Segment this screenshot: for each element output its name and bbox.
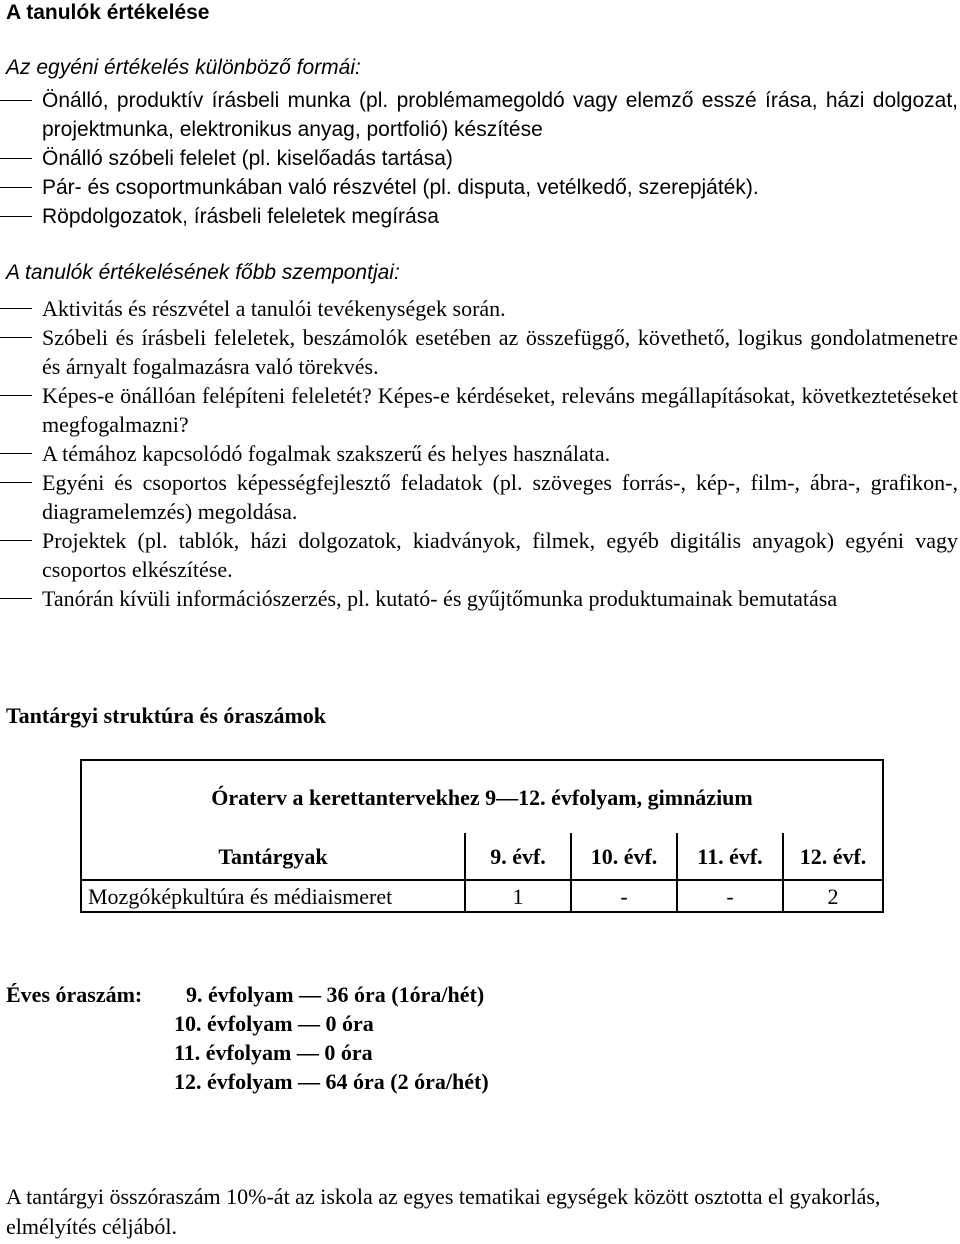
list-item: Tanórán kívüli információszerzés, pl. kutató- és gyűjtőmunka produktumainak bemutatása <box>0 584 958 613</box>
dash-bullet <box>0 337 32 338</box>
table-cell: Mozgóképkultúra és médiaismeret <box>81 880 465 912</box>
page-title: A tanulók értékelése <box>6 1 210 24</box>
list-item: Röpdolgozatok, írásbeli feleletek megírása <box>0 202 958 231</box>
table-header-cell: 11. évf. <box>677 833 783 880</box>
list-item: Projektek (pl. tablók, házi dolgozatok, kiadványok, filmek, egyéb digitális anyagok) egyéni vagy csoportos elkészítése. <box>0 526 958 584</box>
table-cell: - <box>677 880 783 912</box>
table-header-cell: Tantárgyak <box>81 833 465 880</box>
annual-hours-label: Éves óraszám: <box>6 982 143 1007</box>
dash-bullet <box>0 187 32 188</box>
list-item: Pár- és csoportmunkában való részvétel (pl. disputa, vetélkedő, szerepjáték). <box>0 173 958 202</box>
hours-table <box>80 759 884 913</box>
list-item: Szóbeli és írásbeli feleletek, beszámolók esetében az összefüggő, követhető, logikus gondolatmenetre és árnyalt fogalmazásra való törekvés. <box>0 323 958 381</box>
dash-bullet <box>0 216 32 217</box>
table-cell: 1 <box>465 880 571 912</box>
list-item: Önálló, produktív írásbeli munka (pl. problémamegoldó vagy elemző esszé írása, házi dolgozat, projektmunka, elektronikus anyag, portfolió) készítése <box>0 86 958 144</box>
table-header-cell: 12. évf. <box>783 833 883 880</box>
forms-heading: Az egyéni értékelés különböző formái: <box>6 56 361 79</box>
annual-hours-line: 10. évfolyam — 0 óra <box>174 1011 374 1036</box>
table-cell: - <box>571 880 677 912</box>
table-row <box>81 880 883 912</box>
dash-bullet <box>0 308 32 309</box>
dash-bullet <box>0 482 32 483</box>
table-caption: Óraterv a kerettantervekhez 9—12. évfolyam, gimnázium <box>81 760 883 833</box>
forms-list <box>0 86 958 231</box>
list-item: Aktivitás és részvétel a tanulói tevékenységek során. <box>0 294 958 323</box>
section-heading: Tantárgyi struktúra és óraszámok <box>6 703 327 728</box>
list-item: A témához kapcsolódó fogalmak szakszerű és helyes használata. <box>0 439 958 468</box>
list-item: Képes-e önállóan felépíteni feleletét? Képes-e kérdéseket, releváns megállapításokat, következtetéseket megfogalmazni? <box>0 381 958 439</box>
table-header-cell: 9. évf. <box>465 833 571 880</box>
dash-bullet <box>0 540 32 541</box>
footer-paragraph: A tantárgyi összóraszám 10%-át az iskola az egyes tematikai egységek között osztotta el gyakorlás, elmélyítés céljából. <box>6 1184 881 1239</box>
table-header-row <box>81 833 883 880</box>
criteria-list <box>0 294 958 613</box>
criteria-heading: A tanulók értékelésének főbb szempontjai: <box>6 261 400 284</box>
dash-bullet <box>0 158 32 159</box>
dash-bullet <box>0 395 32 396</box>
annual-hours-line: 12. évfolyam — 64 óra (2 óra/hét) <box>174 1069 489 1094</box>
annual-hours-line: 9. évfolyam — 36 óra (1óra/hét) <box>186 982 485 1007</box>
dash-bullet <box>0 100 32 101</box>
list-item: Önálló szóbeli felelet (pl. kiselőadás tartása) <box>0 144 958 173</box>
dash-bullet <box>0 453 32 454</box>
list-item: Egyéni és csoportos képességfejlesztő feladatok (pl. szöveges forrás-, kép-, film-, ábra-, grafikon-, diagramelemzés) megoldása. <box>0 468 958 526</box>
annual-hours-line: 11. évfolyam — 0 óra <box>174 1040 373 1065</box>
table-cell: 2 <box>783 880 883 912</box>
dash-bullet <box>0 598 32 599</box>
table-header-cell: 10. évf. <box>571 833 677 880</box>
